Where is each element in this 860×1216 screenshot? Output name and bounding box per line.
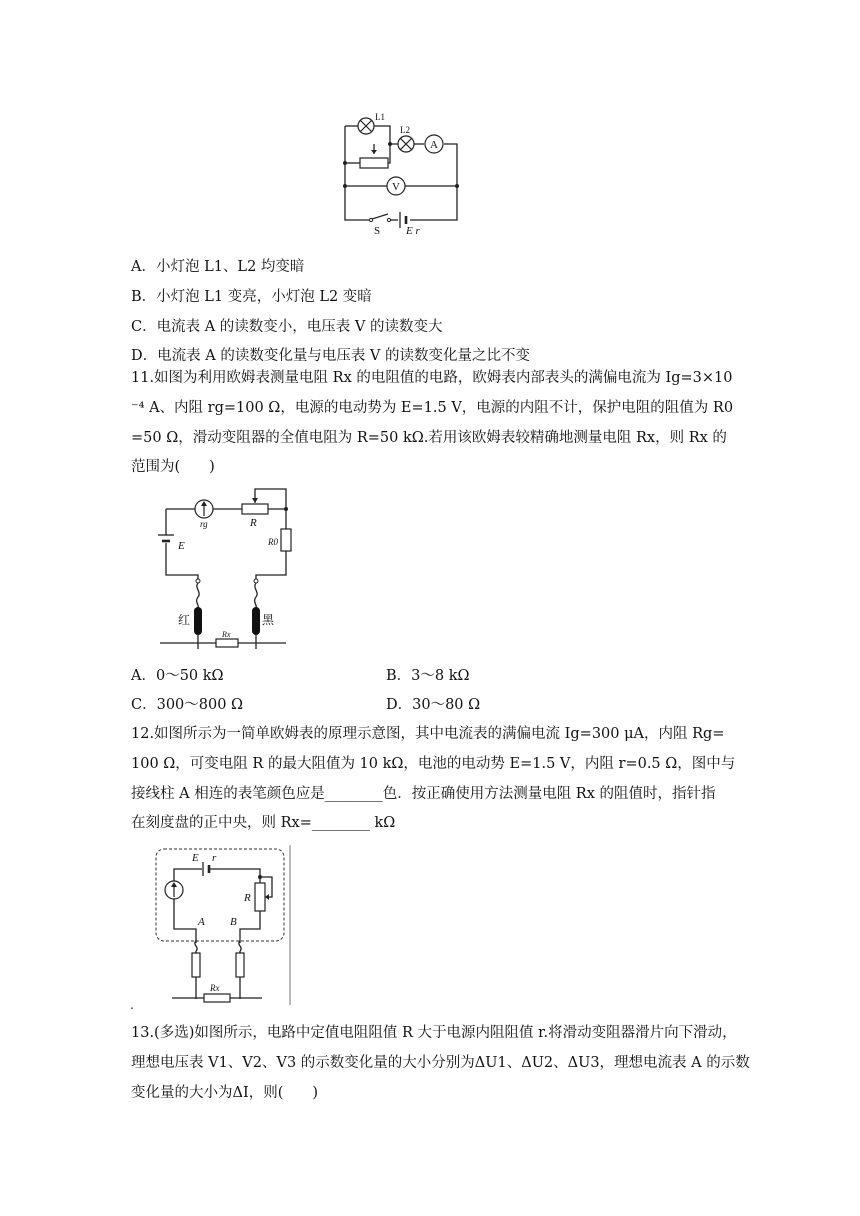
- battery-icon: [203, 862, 209, 876]
- q12-line-2: 100 Ω，可变电阻 R 的最大阻值为 10 kΩ，电池的电动势 E=1.5 V，内阻 r=0.5 Ω，图中与: [131, 756, 736, 772]
- probe-a-icon: [192, 953, 200, 977]
- label-r-small: r: [212, 852, 217, 864]
- resistor-r0-icon: [281, 529, 291, 551]
- lamp-l1-icon: [358, 118, 374, 134]
- label-e: E: [192, 852, 199, 864]
- probe-b-icon: [236, 953, 244, 977]
- q11-line-3: =50 Ω，滑动变阻器的全值电阻为 R=50 kΩ.若用该欧姆表较精确地测量电阻 Rx，则 Rx 的: [131, 430, 727, 446]
- q13-line-3: 变化量的大小为ΔI，则( ): [131, 1085, 319, 1101]
- label-rg: rg: [200, 519, 208, 529]
- variable-resistor-r-icon: [255, 883, 265, 911]
- q13-line-1: 13.(多选)如图所示，电路中定值电阻阻值 R 大于电源内阻阻值 r.将滑动变阻器滑片向下滑动，: [131, 1025, 737, 1041]
- q12-line-4: 在刻度盘的正中央，则 Rx=________ kΩ: [131, 815, 396, 831]
- label-r: R: [250, 517, 257, 529]
- black-probe-icon: [252, 607, 260, 635]
- label-black: 黑: [262, 613, 275, 627]
- label-ammeter: A: [430, 139, 438, 151]
- label-rx: Rx: [222, 630, 231, 639]
- galvanometer-icon: [165, 881, 183, 899]
- label-r0: R0: [268, 537, 278, 547]
- q11-line-2: ⁻⁴ A、内阻 rg=100 Ω，电源的电动势为 E=1.5 V，电源的内阻不计，保护电阻的阻值为 R0: [131, 400, 734, 416]
- label-a: A: [198, 916, 205, 928]
- q11-option-d: D．30～80 Ω: [386, 697, 481, 713]
- circuit-figure-1: [330, 108, 470, 240]
- q11-line-1: 11.如图为利用欧姆表测量电阻 Rx 的电阻值的电路，欧姆表内部表头的满偏电流为 Ig=3×10: [131, 370, 733, 386]
- q11-option-b: B．3～8 kΩ: [386, 668, 470, 684]
- q12-line-1: 12.如图所示为一简单欧姆表的原理示意图，其中电流表的满偏电流 Ig=300 μA，内阻 Rg=: [131, 726, 725, 742]
- label-battery: E r: [406, 225, 420, 237]
- rheostat-r-icon: [242, 504, 268, 514]
- q12-line-3: 接线柱 A 相连的表笔颜色应是________色．按正确使用方法测量电阻 Rx 的阻值时，指针指: [131, 786, 716, 802]
- q11-line-4: 范围为( ): [131, 459, 215, 475]
- label-l1: L1: [375, 112, 385, 122]
- resistor-rx-icon: [204, 994, 230, 1002]
- resistor-rx-icon: [216, 639, 238, 647]
- q10-option-c: C．电流表 A 的读数变小，电压表 V 的读数变大: [131, 319, 443, 335]
- label-r: R: [244, 892, 251, 904]
- battery-icon: [158, 535, 174, 541]
- label-red: 红: [178, 613, 191, 627]
- q10-option-d: D．电流表 A 的读数变化量与电压表 V 的读数变化量之比不变: [131, 348, 531, 364]
- label-rx: Rx: [210, 983, 220, 993]
- q11-option-a: A．0～50 kΩ: [131, 668, 224, 684]
- label-b: B: [230, 916, 237, 928]
- q10-option-b: B．小灯泡 L1 变亮，小灯泡 L2 变暗: [131, 289, 372, 305]
- q13-line-2: 理想电压表 V1、V2、V3 的示数变化量的大小分别为ΔU1、ΔU2、ΔU3，理想电流表 A 的示数: [131, 1055, 750, 1071]
- label-l2: L2: [400, 125, 410, 135]
- label-switch: S: [374, 225, 381, 237]
- q11-option-c: C．300～800 Ω: [131, 697, 244, 713]
- lamp-l2-icon: [398, 136, 414, 152]
- label-voltmeter: V: [392, 181, 400, 193]
- label-e: E: [178, 540, 185, 552]
- q10-option-a: A．小灯泡 L1、L2 均变暗: [131, 259, 305, 275]
- circuit-figure-3: [150, 843, 295, 1008]
- red-probe-icon: [194, 607, 202, 635]
- switch-icon: [369, 214, 390, 222]
- circuit-figure-2: [150, 483, 310, 653]
- galvanometer-icon: [195, 500, 213, 518]
- stray-dot: .: [130, 998, 134, 1012]
